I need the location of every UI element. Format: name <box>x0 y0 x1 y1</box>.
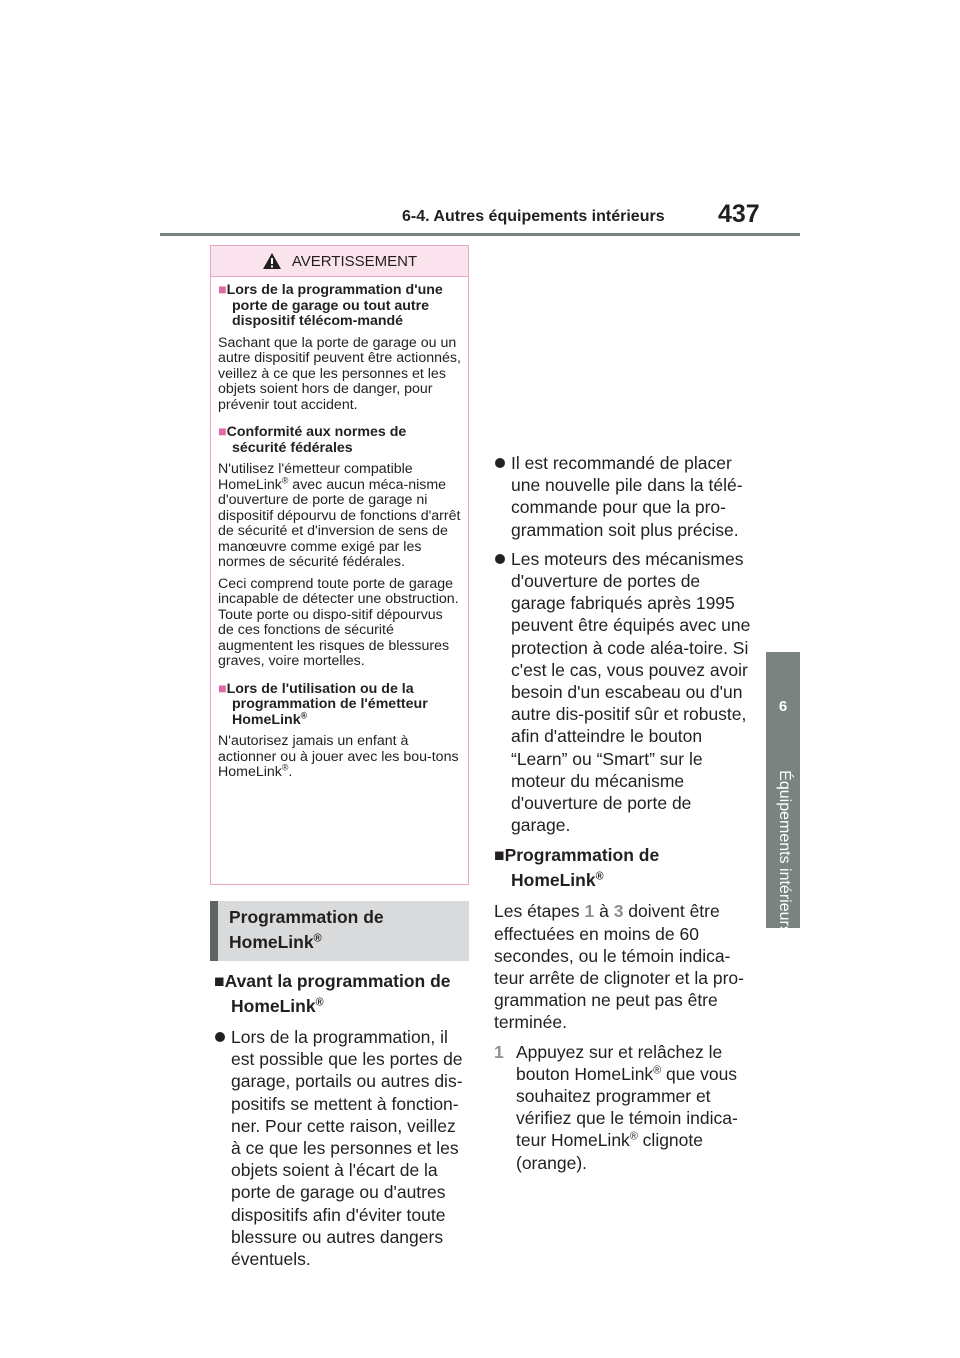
bullet-item: Il est recommandé de placer une nouvelle pile dans la télé-commande pour que la pro-grammation soit plus précise. <box>494 452 754 541</box>
warning-paragraph: N'autorisez jamais un enfant à actionner ou à jouer avec les bou-tons HomeLink®. <box>218 733 459 780</box>
warning-paragraph: Ceci comprend toute porte de garage incapable de détecter une obstruction. Toute porte ou dispo-sitif dépourvus de ces fonctions de sécurité augmentent les risques de blessures graves, voire mortelles. <box>218 575 459 669</box>
step-number: 1 <box>494 1041 504 1062</box>
programming-heading: Programmation de HomeLink® <box>229 907 384 952</box>
warning-paragraph: Sachant que la porte de garage ou un autre dispositif peuvent être actionnés, veillez à ce que les personnes et les objets soient hors de danger, pour prévenir tout accident. <box>218 334 461 413</box>
left-column <box>214 969 470 1270</box>
section-title: 6-4. Autres équipements intérieurs <box>402 208 665 225</box>
warning-heading: ■Lors de l'utilisation ou de la programmation de l'émetteur HomeLink® <box>218 680 428 728</box>
chapter-number: 6 <box>778 698 788 715</box>
bullet-dot-icon <box>495 458 505 468</box>
warning-title: AVERTISSEMENT <box>291 252 418 270</box>
heading-bar <box>210 901 218 961</box>
subheading-programming: ■Programmation de HomeLink® <box>494 845 660 891</box>
warning-paragraph: N'utilisez l'émetteur compatible HomeLink® avec aucun méca-nisme d'ouverture de porte de garage ni dispositif dépourvu de fonctions d'arrêt de sécurité et d'inversion de sens de manœuvre comme exigé par les normes de sécurité fédérales. <box>218 461 461 570</box>
warning-box <box>210 245 469 885</box>
bullet-item: Lors de la programmation, il est possible que les portes de garage, portails ou autres dis-positifs se mettent à fonction-ner. Pour cette raison, veillez à ce que les personnes et les objets soient à l'écart de la porte de garage ou d'autres dispositifs afin d'éviter toute blessure ou autres dangers éventuels. <box>214 1026 470 1270</box>
bullet-dot-icon <box>495 554 505 564</box>
subheading-before-programming: ■Avant la programmation de HomeLink® <box>214 971 451 1016</box>
step-item: 1 Appuyez sur et relâchez le bouton HomeLink® que vous souhaitez programmer et vérifiez que le témoin indica-teur HomeLink® clignote (orange). <box>494 1041 738 1173</box>
page-number: 437 <box>718 200 760 228</box>
chapter-title: Équipements intérieurs <box>776 770 793 934</box>
warning-heading: ■Conformité aux normes de sécurité fédérales <box>218 424 407 456</box>
warning-body <box>211 277 468 781</box>
right-column <box>494 240 754 1174</box>
warning-heading: ■Lors de la programmation d'une porte de garage ou tout autre dispositif télécom-mandé <box>218 282 443 329</box>
warning-header <box>211 246 468 277</box>
programming-intro: Les étapes 1 à 3 doivent être effectuées en moins de 60 secondes, ou le témoin indica-teur arrête de clignoter et la pro-grammation ne peut pas être terminée. <box>494 901 744 1033</box>
warning-triangle-icon <box>262 252 282 270</box>
bullet-dot-icon <box>215 1032 225 1042</box>
header-rule <box>160 233 800 236</box>
programming-heading-banner <box>210 901 469 961</box>
bullet-item: Les moteurs des mécanismes d'ouverture de portes de garage fabriqués après 1995 peuvent être équipés avec une protection à code aléa-toire. Si c'est le cas, vous pouvez avoir besoin d'un escabeau ou d'un autre dis-positif sûr et robuste, afin d'atteindre le bouton “Learn” ou “Smart” sur le moteur du mécanisme d'ouverture de porte de garage. <box>494 548 754 837</box>
